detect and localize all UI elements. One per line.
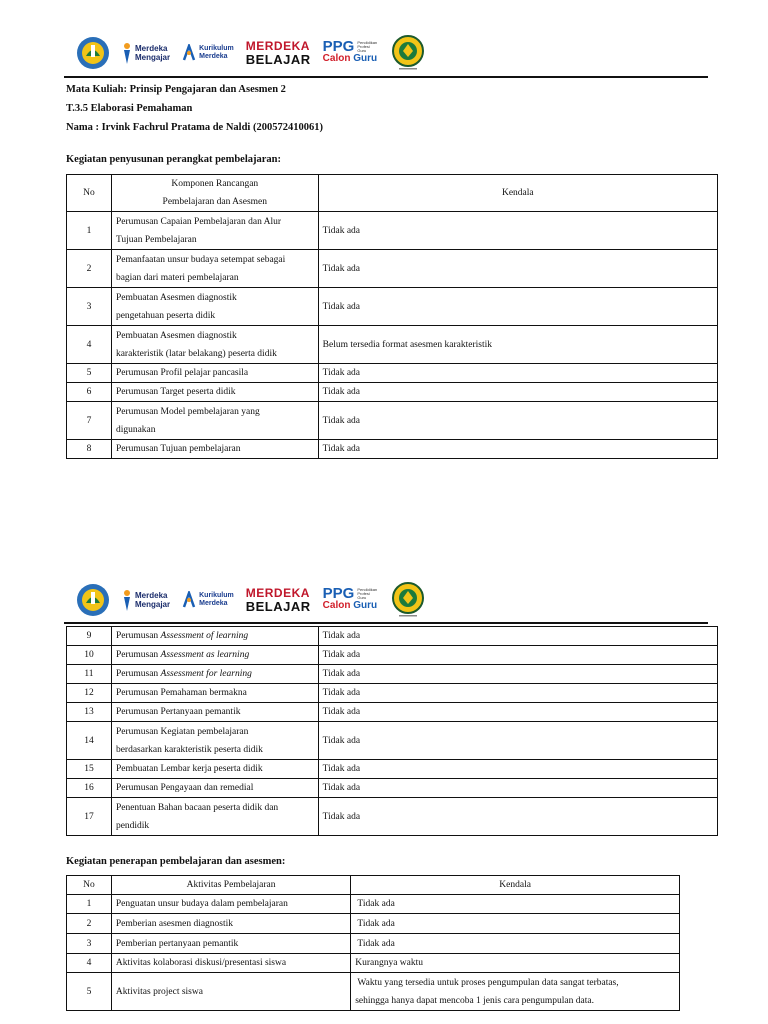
table-row bbox=[67, 684, 718, 703]
table-row bbox=[67, 914, 680, 934]
table-cell: Tidak ada bbox=[318, 627, 717, 646]
table-row bbox=[67, 250, 718, 288]
table-cell: Perumusan Assessment of learning bbox=[111, 627, 318, 646]
table-header-row: No Aktivitas Pembelajaran Kendala bbox=[67, 876, 680, 895]
table-cell: Perumusan Assessment for learning bbox=[111, 665, 318, 684]
table-row bbox=[67, 627, 718, 646]
table-row bbox=[67, 760, 718, 779]
table-cell: Perumusan Target peserta didik bbox=[111, 383, 318, 402]
table-cell: 5 bbox=[67, 973, 112, 1011]
table-row bbox=[67, 973, 680, 1011]
table-row bbox=[67, 722, 718, 760]
table-row bbox=[67, 326, 718, 364]
table-cell: 2 bbox=[67, 914, 112, 934]
table-cell: Kurangnya waktu bbox=[351, 954, 680, 973]
table-cell: Tidak ada bbox=[318, 364, 717, 383]
table-cell: Penentuan Bahan bacaan peserta didik dan pendidik bbox=[111, 798, 318, 836]
logo-bar-2 bbox=[76, 579, 425, 621]
table-cell: Pembuatan Lembar kerja peserta didik bbox=[111, 760, 318, 779]
table-cell: Aktivitas project siswa bbox=[111, 973, 350, 1011]
table-cell: 9 bbox=[67, 627, 112, 646]
table-cell: Tidak ada bbox=[318, 798, 717, 836]
table-cell: Tidak ada bbox=[318, 760, 717, 779]
table-row bbox=[67, 703, 718, 722]
table-cell: Perumusan Assessment as learning bbox=[111, 646, 318, 665]
table-cell: Waktu yang tersedia untuk proses pengumpulan data sangat terbatas, sehingga hanya dapat mencoba 1 jenis cara pengumpulan data. bbox=[351, 973, 680, 1011]
table-cell: 3 bbox=[67, 288, 112, 326]
table-cell: Pembuatan Asesmen diagnostik karakteristik (latar belakang) peserta didik bbox=[111, 326, 318, 364]
table-cell: Pembuatan Asesmen diagnostik pengetahuan peserta didik bbox=[111, 288, 318, 326]
table-cell: Perumusan Profil pelajar pancasila bbox=[111, 364, 318, 383]
logo-bar-1 bbox=[76, 32, 425, 74]
table-row bbox=[67, 798, 718, 836]
ppg-calon-guru-logo: PPG Pendidikan Profesi Guru Calon Guru bbox=[322, 38, 378, 64]
ppg-calon-guru-logo: PPG Pendidikan Profesi Guru Calon Guru bbox=[322, 585, 378, 611]
kurikulum-merdeka-logo: Kurikulum Merdeka bbox=[182, 44, 234, 62]
table-cell: 1 bbox=[67, 895, 112, 914]
university-seal-logo bbox=[391, 35, 425, 71]
table-cell: Tidak ada bbox=[318, 440, 717, 459]
section1-title: Kegiatan penyusunan perangkat pembelajaran: bbox=[66, 154, 281, 165]
table-cell: Tidak ada bbox=[351, 934, 680, 954]
components-table bbox=[66, 174, 718, 459]
table-row bbox=[67, 954, 680, 973]
table-cell: 4 bbox=[67, 326, 112, 364]
task-title: T.3.5 Elaborasi Pemahaman bbox=[66, 103, 193, 114]
table-row bbox=[67, 646, 718, 665]
table-cell: Pemberian asesmen diagnostik bbox=[111, 914, 350, 934]
table-cell: 14 bbox=[67, 722, 112, 760]
col-component: Komponen Rancangan Pembelajaran dan Asesmen bbox=[111, 175, 318, 212]
table-cell: Tidak ada bbox=[318, 722, 717, 760]
section2-title: Kegiatan penerapan pembelajaran dan asesmen: bbox=[66, 856, 286, 867]
table-cell: Penguatan unsur budaya dalam pembelajaran bbox=[111, 895, 350, 914]
table-cell: Tidak ada bbox=[351, 914, 680, 934]
merdeka-mengajar-logo: Merdeka Mengajar bbox=[122, 42, 170, 64]
table-row bbox=[67, 383, 718, 402]
table-cell: 16 bbox=[67, 779, 112, 798]
table-row bbox=[67, 288, 718, 326]
header-rule-2 bbox=[64, 622, 708, 624]
table-cell: 7 bbox=[67, 402, 112, 440]
table-row bbox=[67, 440, 718, 459]
kemdikbud-logo bbox=[76, 583, 110, 617]
table-cell: Tidak ada bbox=[318, 665, 717, 684]
table-cell: 5 bbox=[67, 364, 112, 383]
table-cell: Tidak ada bbox=[318, 402, 717, 440]
kemdikbud-logo bbox=[76, 36, 110, 70]
header-rule-1 bbox=[64, 76, 708, 78]
table-row bbox=[67, 895, 680, 914]
table-cell: Perumusan Pemahaman bermakna bbox=[111, 684, 318, 703]
table-row bbox=[67, 364, 718, 383]
table-cell: Perumusan Tujuan pembelajaran bbox=[111, 440, 318, 459]
table-cell: 13 bbox=[67, 703, 112, 722]
merdeka-belajar-logo: MERDEKA BELAJAR bbox=[245, 586, 311, 614]
table-cell: 4 bbox=[67, 954, 112, 973]
table-cell: 1 bbox=[67, 212, 112, 250]
table-cell: Belum tersedia format asesmen karakteristik bbox=[318, 326, 717, 364]
merdeka-belajar-logo: MERDEKA BELAJAR bbox=[245, 39, 311, 67]
table-cell: 3 bbox=[67, 934, 112, 954]
activities-table bbox=[66, 875, 680, 1011]
table-cell: 15 bbox=[67, 760, 112, 779]
table-row bbox=[67, 665, 718, 684]
table-row bbox=[67, 402, 718, 440]
course-title: Mata Kuliah: Prinsip Pengajaran dan Asesmen 2 bbox=[66, 84, 286, 95]
table-cell: Pemberian pertanyaan pemantik bbox=[111, 934, 350, 954]
student-name: Nama : Irvink Fachrul Pratama de Naldi (200572410061) bbox=[66, 122, 323, 133]
table-row bbox=[67, 779, 718, 798]
table-cell: Tidak ada bbox=[318, 288, 717, 326]
table-cell: Perumusan Kegiatan pembelajaran berdasarkan karakteristik peserta didik bbox=[111, 722, 318, 760]
table-cell: 8 bbox=[67, 440, 112, 459]
kurikulum-merdeka-logo: Kurikulum Merdeka bbox=[182, 591, 234, 609]
university-seal-logo bbox=[391, 582, 425, 618]
table-header-row bbox=[67, 175, 718, 212]
col-no: No bbox=[67, 175, 112, 212]
table-cell: 10 bbox=[67, 646, 112, 665]
table-cell: 2 bbox=[67, 250, 112, 288]
table-cell: 12 bbox=[67, 684, 112, 703]
table-cell: Tidak ada bbox=[318, 212, 717, 250]
table-cell: Perumusan Pertanyaan pemantik bbox=[111, 703, 318, 722]
table-cell: Perumusan Capaian Pembelajaran dan Alur Tujuan Pembelajaran bbox=[111, 212, 318, 250]
table-cell: 11 bbox=[67, 665, 112, 684]
table-cell: Pemanfaatan unsur budaya setempat sebagai bagian dari materi pembelajaran bbox=[111, 250, 318, 288]
table-cell: Aktivitas kolaborasi diskusi/presentasi siswa bbox=[111, 954, 350, 973]
table-cell: Tidak ada bbox=[318, 646, 717, 665]
table-row bbox=[67, 934, 680, 954]
table-cell: Tidak ada bbox=[318, 383, 717, 402]
col-kendala: Kendala bbox=[318, 175, 717, 212]
merdeka-mengajar-logo: Merdeka Mengajar bbox=[122, 589, 170, 611]
table-cell: Tidak ada bbox=[318, 703, 717, 722]
table-row bbox=[67, 212, 718, 250]
table-cell: Perumusan Model pembelajaran yang digunakan bbox=[111, 402, 318, 440]
table-cell: Tidak ada bbox=[318, 250, 717, 288]
table-cell: Tidak ada bbox=[318, 684, 717, 703]
components-table-continued bbox=[66, 626, 718, 836]
table-cell: 17 bbox=[67, 798, 112, 836]
table-cell: Tidak ada bbox=[351, 895, 680, 914]
table-cell: Tidak ada bbox=[318, 779, 717, 798]
table-cell: 6 bbox=[67, 383, 112, 402]
table-cell: Perumusan Pengayaan dan remedial bbox=[111, 779, 318, 798]
